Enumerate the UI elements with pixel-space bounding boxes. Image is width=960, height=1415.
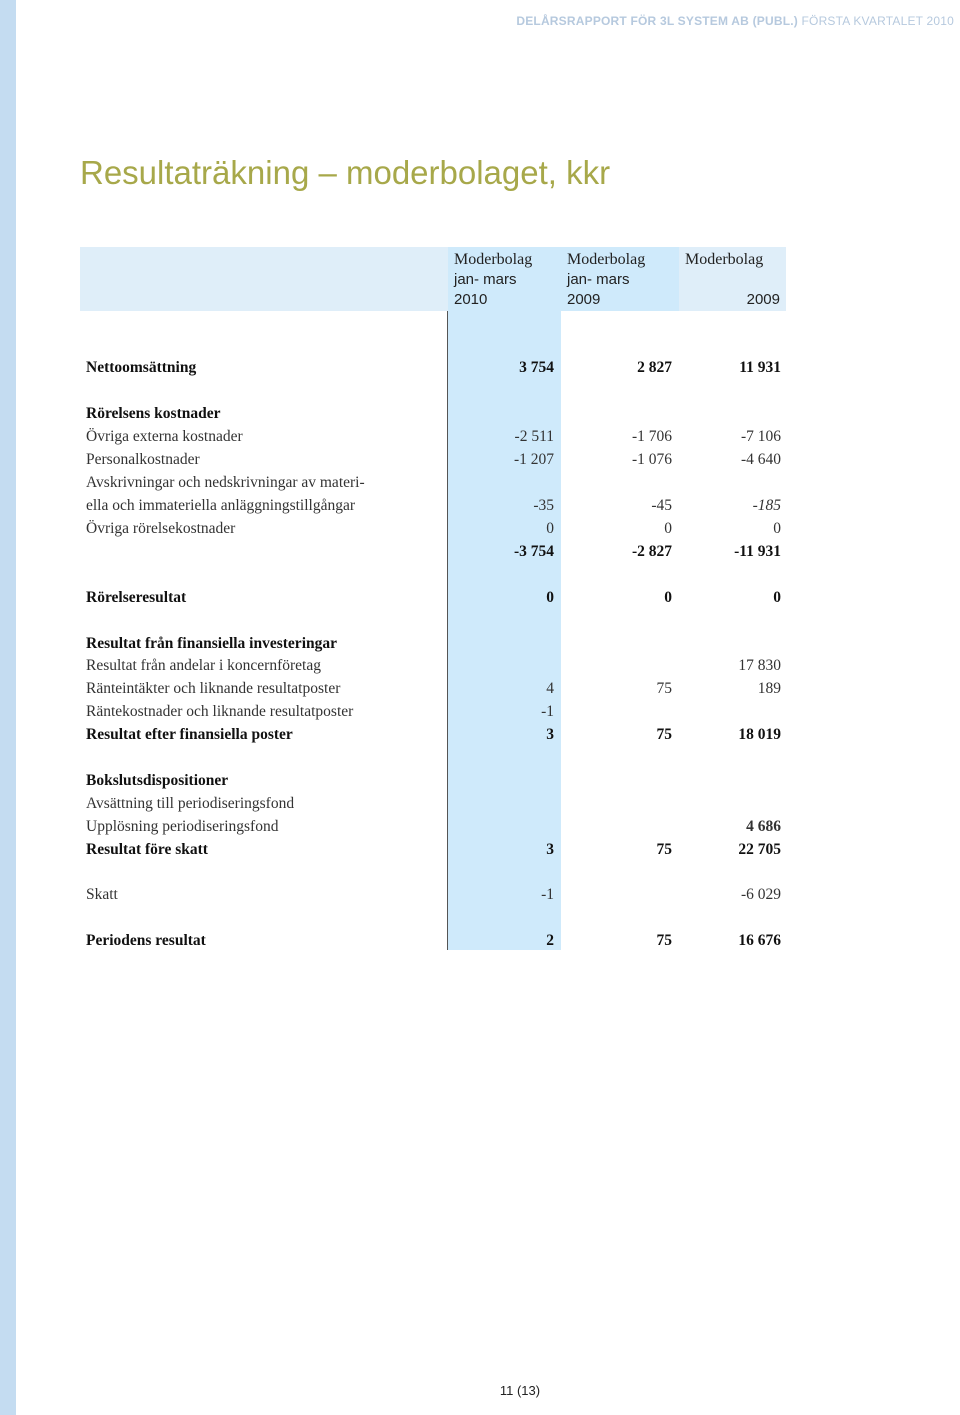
row-andelar-koncernforetag — [86, 655, 781, 677]
value-2010-q1: 3 — [546, 841, 554, 858]
row-label: Rörelsens kostnader — [86, 405, 221, 422]
row-label: Periodens resultat — [86, 932, 206, 949]
row-label: Bokslutsdispositioner — [86, 772, 229, 789]
row-rorelseresultat — [86, 587, 781, 609]
row-label: Resultat efter finansiella poster — [86, 726, 293, 743]
column-header-2-line2: jan- mars — [567, 271, 630, 288]
value-2009-q1: -2 827 — [631, 543, 672, 560]
page-title: Resultaträkning – moderbolaget, kkr — [80, 154, 611, 191]
row-periodens-resultat — [86, 930, 781, 952]
value-2009-full: 189 — [757, 680, 781, 697]
value-2010-q1: 0 — [546, 589, 554, 606]
row-avskrivningar-line1 — [86, 472, 781, 494]
row-upplosning-periodiseringsfond — [86, 816, 781, 838]
value-2009-q1: 75 — [656, 680, 672, 697]
row-label: Rörelseresultat — [86, 589, 187, 606]
row-label: Resultat från andelar i koncernföretag — [86, 657, 321, 674]
row-label: ella och immateriella anläggningstillgångar — [86, 497, 356, 514]
row-label: Resultat från finansiella investeringar — [86, 635, 337, 652]
value-2009-full: 4 686 — [746, 818, 781, 835]
row-label: Övriga rörelsekostnader — [86, 520, 236, 537]
running-header-normal: FÖRSTA KVARTALET 2010 — [797, 14, 954, 28]
row-avskrivningar — [86, 495, 781, 517]
value-2010-q1: -3 754 — [513, 543, 554, 560]
value-2009-q1: 2 827 — [637, 359, 672, 376]
row-bokslutsdispositioner-heading — [86, 770, 781, 792]
row-rantekostnader — [86, 701, 781, 723]
page-number: 11 (13) — [499, 1383, 541, 1398]
row-label: Övriga externa kostnader — [86, 428, 243, 445]
value-2009-q1: 75 — [656, 841, 672, 858]
value-2010-q1: -2 511 — [514, 428, 554, 445]
value-2009-full: 0 — [773, 589, 781, 606]
value-2009-q1: 75 — [656, 726, 672, 743]
row-ranteintakter — [86, 678, 781, 700]
value-2010-q1: -1 — [541, 703, 554, 720]
value-2009-full: 0 — [773, 520, 781, 537]
row-summa-rorelsens-kostnader — [86, 541, 781, 563]
row-label: Upplösning periodiseringsfond — [86, 818, 279, 835]
column-header-3-line1: Moderbolag — [685, 251, 764, 268]
column-header-2 — [567, 250, 667, 310]
value-2009-q1: 0 — [664, 520, 672, 537]
value-2010-q1: -1 — [541, 886, 554, 903]
value-2009-full: 16 676 — [738, 932, 781, 949]
row-ovriga-rorelsekostnader — [86, 518, 781, 540]
value-2009-full: -185 — [752, 497, 781, 514]
row-nettoomsattning — [86, 357, 781, 379]
row-label: Räntekostnader och liknande resultatposter — [86, 703, 354, 720]
left-margin-bar — [0, 0, 16, 1415]
value-2010-q1: -35 — [533, 497, 554, 514]
row-label: Ränteintäkter och liknande resultatposter — [86, 680, 341, 697]
value-2010-q1: 2 — [546, 932, 554, 949]
row-rorelsens-kostnader — [86, 403, 781, 425]
value-2010-q1: 3 — [546, 726, 554, 743]
column-header-2-line3: 2009 — [567, 291, 601, 308]
row-label: Resultat före skatt — [86, 841, 208, 858]
value-2009-full: -4 640 — [740, 451, 781, 468]
column-header-1-line3: 2010 — [454, 291, 488, 308]
row-resultat-efter-finansiella-poster — [86, 724, 781, 746]
value-2009-full: -11 931 — [734, 543, 781, 560]
row-resultat-fore-skatt — [86, 839, 781, 861]
value-2010-q1: -1 207 — [513, 451, 554, 468]
value-2009-q1: -1 076 — [631, 451, 672, 468]
column-header-1-line2: jan- mars — [454, 271, 517, 288]
column-header-1 — [454, 250, 554, 310]
row-avsattning-periodiseringsfond — [86, 793, 781, 815]
value-2009-full: 18 019 — [738, 726, 781, 743]
column-header-3-line3: 2009 — [746, 291, 780, 308]
row-finansiella-investeringar-heading — [86, 633, 781, 655]
value-2009-full: -6 029 — [740, 886, 781, 903]
row-label: Nettoomsättning — [86, 359, 197, 376]
value-2009-q1: -1 706 — [631, 428, 672, 445]
column-header-2-line1: Moderbolag — [567, 251, 646, 268]
row-skatt — [86, 884, 781, 906]
row-label: Avskrivningar och nedskrivningar av materi- — [86, 474, 365, 491]
row-personalkostnader — [86, 449, 781, 471]
value-2009-q1: 75 — [656, 932, 672, 949]
column-header-3 — [680, 250, 780, 310]
row-label: Skatt — [86, 886, 118, 903]
value-2009-q1: 0 — [664, 589, 672, 606]
running-header-bold: DELÅRSRAPPORT FÖR 3L SYSTEM AB (PUBL.) — [516, 14, 798, 28]
value-2009-full: 11 931 — [739, 359, 781, 376]
value-2010-q1: 4 — [546, 680, 554, 697]
value-2009-full: 17 830 — [738, 657, 781, 674]
row-label: Personalkostnader — [86, 451, 200, 468]
value-2009-full: 22 705 — [738, 841, 781, 858]
running-header — [516, 14, 954, 28]
column-header-3-line2 — [680, 270, 780, 290]
value-2010-q1: 0 — [546, 520, 554, 537]
row-label: Avsättning till periodiseringsfond — [86, 795, 295, 812]
value-2010-q1: 3 754 — [519, 359, 554, 376]
column-header-1-line1: Moderbolag — [454, 251, 533, 268]
row-ovriga-externa-kostnader — [86, 426, 781, 448]
value-2009-full: -7 106 — [740, 428, 781, 445]
value-2009-q1: -45 — [651, 497, 672, 514]
